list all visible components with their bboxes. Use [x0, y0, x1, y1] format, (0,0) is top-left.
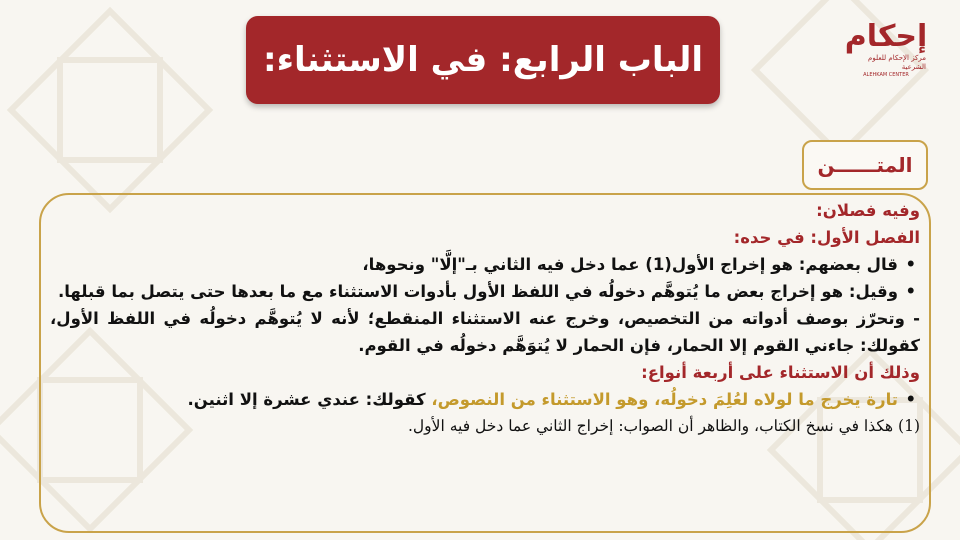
types-heading: وذلك أن الاستثناء على أربعة أنواع:	[641, 363, 920, 382]
logo-word: إحكام	[844, 19, 928, 54]
footnote: (1) هكذا في نسخ الكتاب، والظاهر أن الصواب: إخراج الثاني عما دخل فيه الأول.	[407, 417, 920, 435]
type-bullet-1	[50, 386, 920, 413]
type-bullet-1-highlight: تارة يخرج ما لولاه لعُلِمَ دخولُه، وهو الاستثناء من النصوص،	[425, 390, 898, 409]
section-tab-matn	[802, 140, 928, 190]
clarification-paragraph: - وتحرّز بوصف أدواته من التخصيص، وخرج عنه الاستثناء المنقطع؛ لأنه لا يُتوهَّم دخولُه في اللفظ الأول، كقولك: جاءني القوم إلا الحمار، فإن الحمار لا يُتوَهَّم دخولُه في القوم.	[50, 309, 920, 355]
center-logo	[844, 19, 928, 96]
definition-bullet-1: • قال بعضهم: هو إخراج الأول(1) عما دخل فيه الثاني بـ"إلَّا" ونحوها،	[50, 251, 920, 278]
content-text	[50, 197, 920, 440]
chapter-heading: الفصل الأول: في حده:	[733, 228, 920, 247]
intro-line: وفيه فصلان:	[816, 201, 920, 220]
definition-bullet-2: • وقيل: هو إخراج بعض ما يُتوهَّم دخولُه في اللفظ الأول بأدوات الاستثناء مع ما بعدها حتى يتصل بما قبلها.	[50, 278, 920, 305]
slide-title-banner	[246, 16, 720, 104]
slide-title: الباب الرابع: في الاستثناء:	[262, 40, 703, 80]
type-bullet-1-example: كقولك: عندي عشرة إلا اثنين.	[187, 390, 426, 409]
logo-tagline: ALEHKAM CENTER	[863, 72, 909, 78]
section-tab-label: المتــــــن	[817, 153, 913, 177]
logo-subtitle: مركز الإحكام للعلوم الشرعية	[868, 54, 926, 71]
